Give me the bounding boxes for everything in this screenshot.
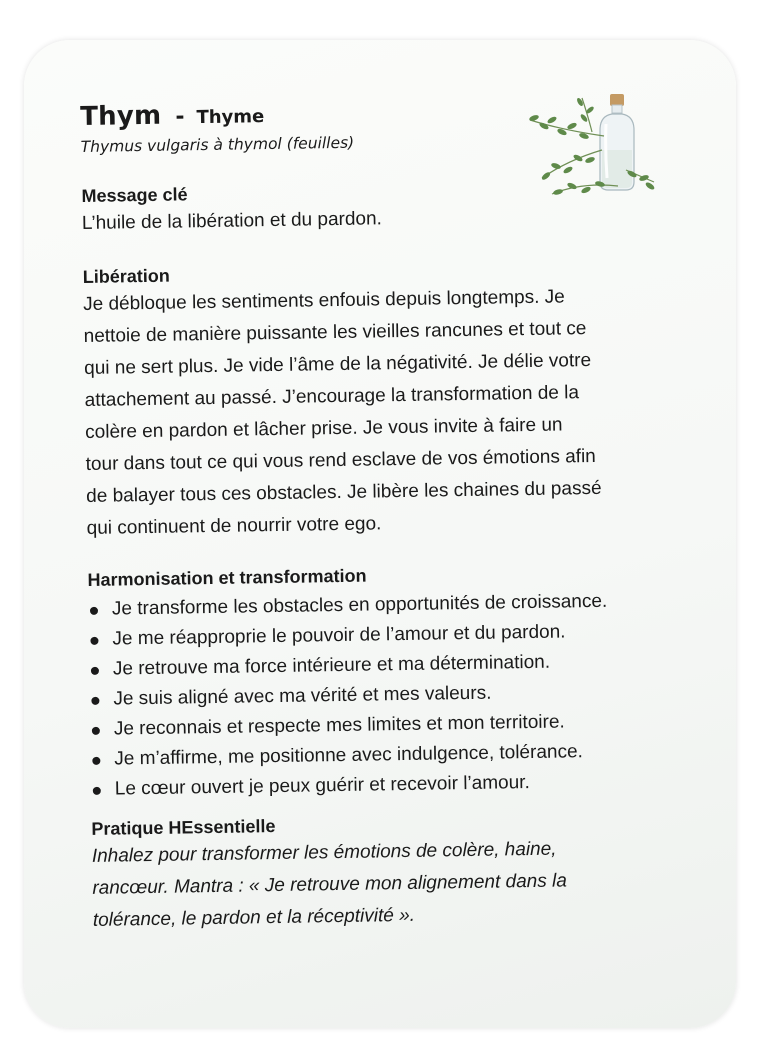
bullet-icon bbox=[93, 787, 101, 795]
bullet-icon bbox=[91, 667, 99, 675]
plant-subtitle: Thyme bbox=[196, 106, 265, 129]
section-heading: Message clé bbox=[81, 184, 188, 206]
section-line: L’huile de la libération et du pardon. bbox=[81, 208, 383, 234]
title-separator: - bbox=[175, 104, 185, 130]
affirmation-list bbox=[88, 585, 711, 805]
list-item-text: Je me réapproprie le pouvoir de l’amour et du pardon. bbox=[112, 621, 566, 650]
plant-title: Thym bbox=[80, 100, 162, 132]
paragraph-line: colère en pardon et lâcher prise. Je vous invite à faire un bbox=[85, 414, 563, 443]
paragraph-line: de balayer tous ces obstacles. Je libère les chaines du passé bbox=[86, 477, 602, 507]
practice-line: rancœur. Mantra : « Je retrouve mon alignement dans la bbox=[92, 870, 567, 899]
card-content bbox=[80, 92, 713, 936]
bullet-icon bbox=[90, 637, 98, 645]
section-liberation bbox=[83, 257, 707, 544]
bullet-icon bbox=[92, 727, 100, 735]
list-item-text: Je transforme les obstacles en opportunités de croissance. bbox=[111, 590, 608, 620]
section-harmonisation bbox=[87, 560, 711, 805]
section-heading: Libération bbox=[82, 265, 170, 287]
bullet-icon bbox=[92, 757, 100, 765]
list-item-text: Le cœur ouvert je peux guérir et recevoir l’amour. bbox=[114, 772, 530, 800]
list-item-text: Je reconnais et respecte mes limites et mon territoire. bbox=[113, 711, 565, 740]
paragraph-line: attachement au passé. J’encourage la transformation de la bbox=[84, 382, 580, 411]
section-practice bbox=[91, 809, 713, 936]
latin-name: Thymus vulgaris à thymol (feuilles) bbox=[80, 133, 355, 156]
paragraph-line: nettoie de manière puissante les vieilles rancunes et tout ce bbox=[83, 318, 587, 347]
list-item-text: Je suis aligné avec ma vérité et mes valeurs. bbox=[113, 682, 492, 710]
practice-line: Inhalez pour transformer les émotions de colère, haine, bbox=[91, 838, 557, 867]
bullet-icon bbox=[90, 607, 98, 615]
paragraph-line: qui ne sert plus. Je vide l’âme de la négativité. Je délie votre bbox=[84, 350, 592, 379]
title-row bbox=[80, 92, 700, 132]
paragraph-line: tour dans tout ce qui vous rend esclave de vos émotions afin bbox=[85, 445, 596, 475]
oil-card bbox=[24, 40, 736, 1028]
section-heading: Pratique HEssentielle bbox=[91, 816, 276, 839]
list-item-text: Je m’affirme, me positionne avec indulgence, tolérance. bbox=[114, 741, 584, 770]
section-heading: Harmonisation et transformation bbox=[87, 565, 367, 590]
list-item-text: Je retrouve ma force intérieure et ma détermination. bbox=[112, 651, 551, 680]
section-key-message bbox=[81, 176, 702, 239]
paragraph-line: qui continuent de nourrir votre ego. bbox=[86, 513, 382, 539]
bullet-icon bbox=[91, 697, 99, 705]
paragraph-line: Je débloque les sentiments enfouis depuis longtemps. Je bbox=[83, 286, 565, 315]
practice-line: tolérance, le pardon et la réceptivité ». bbox=[92, 904, 416, 931]
